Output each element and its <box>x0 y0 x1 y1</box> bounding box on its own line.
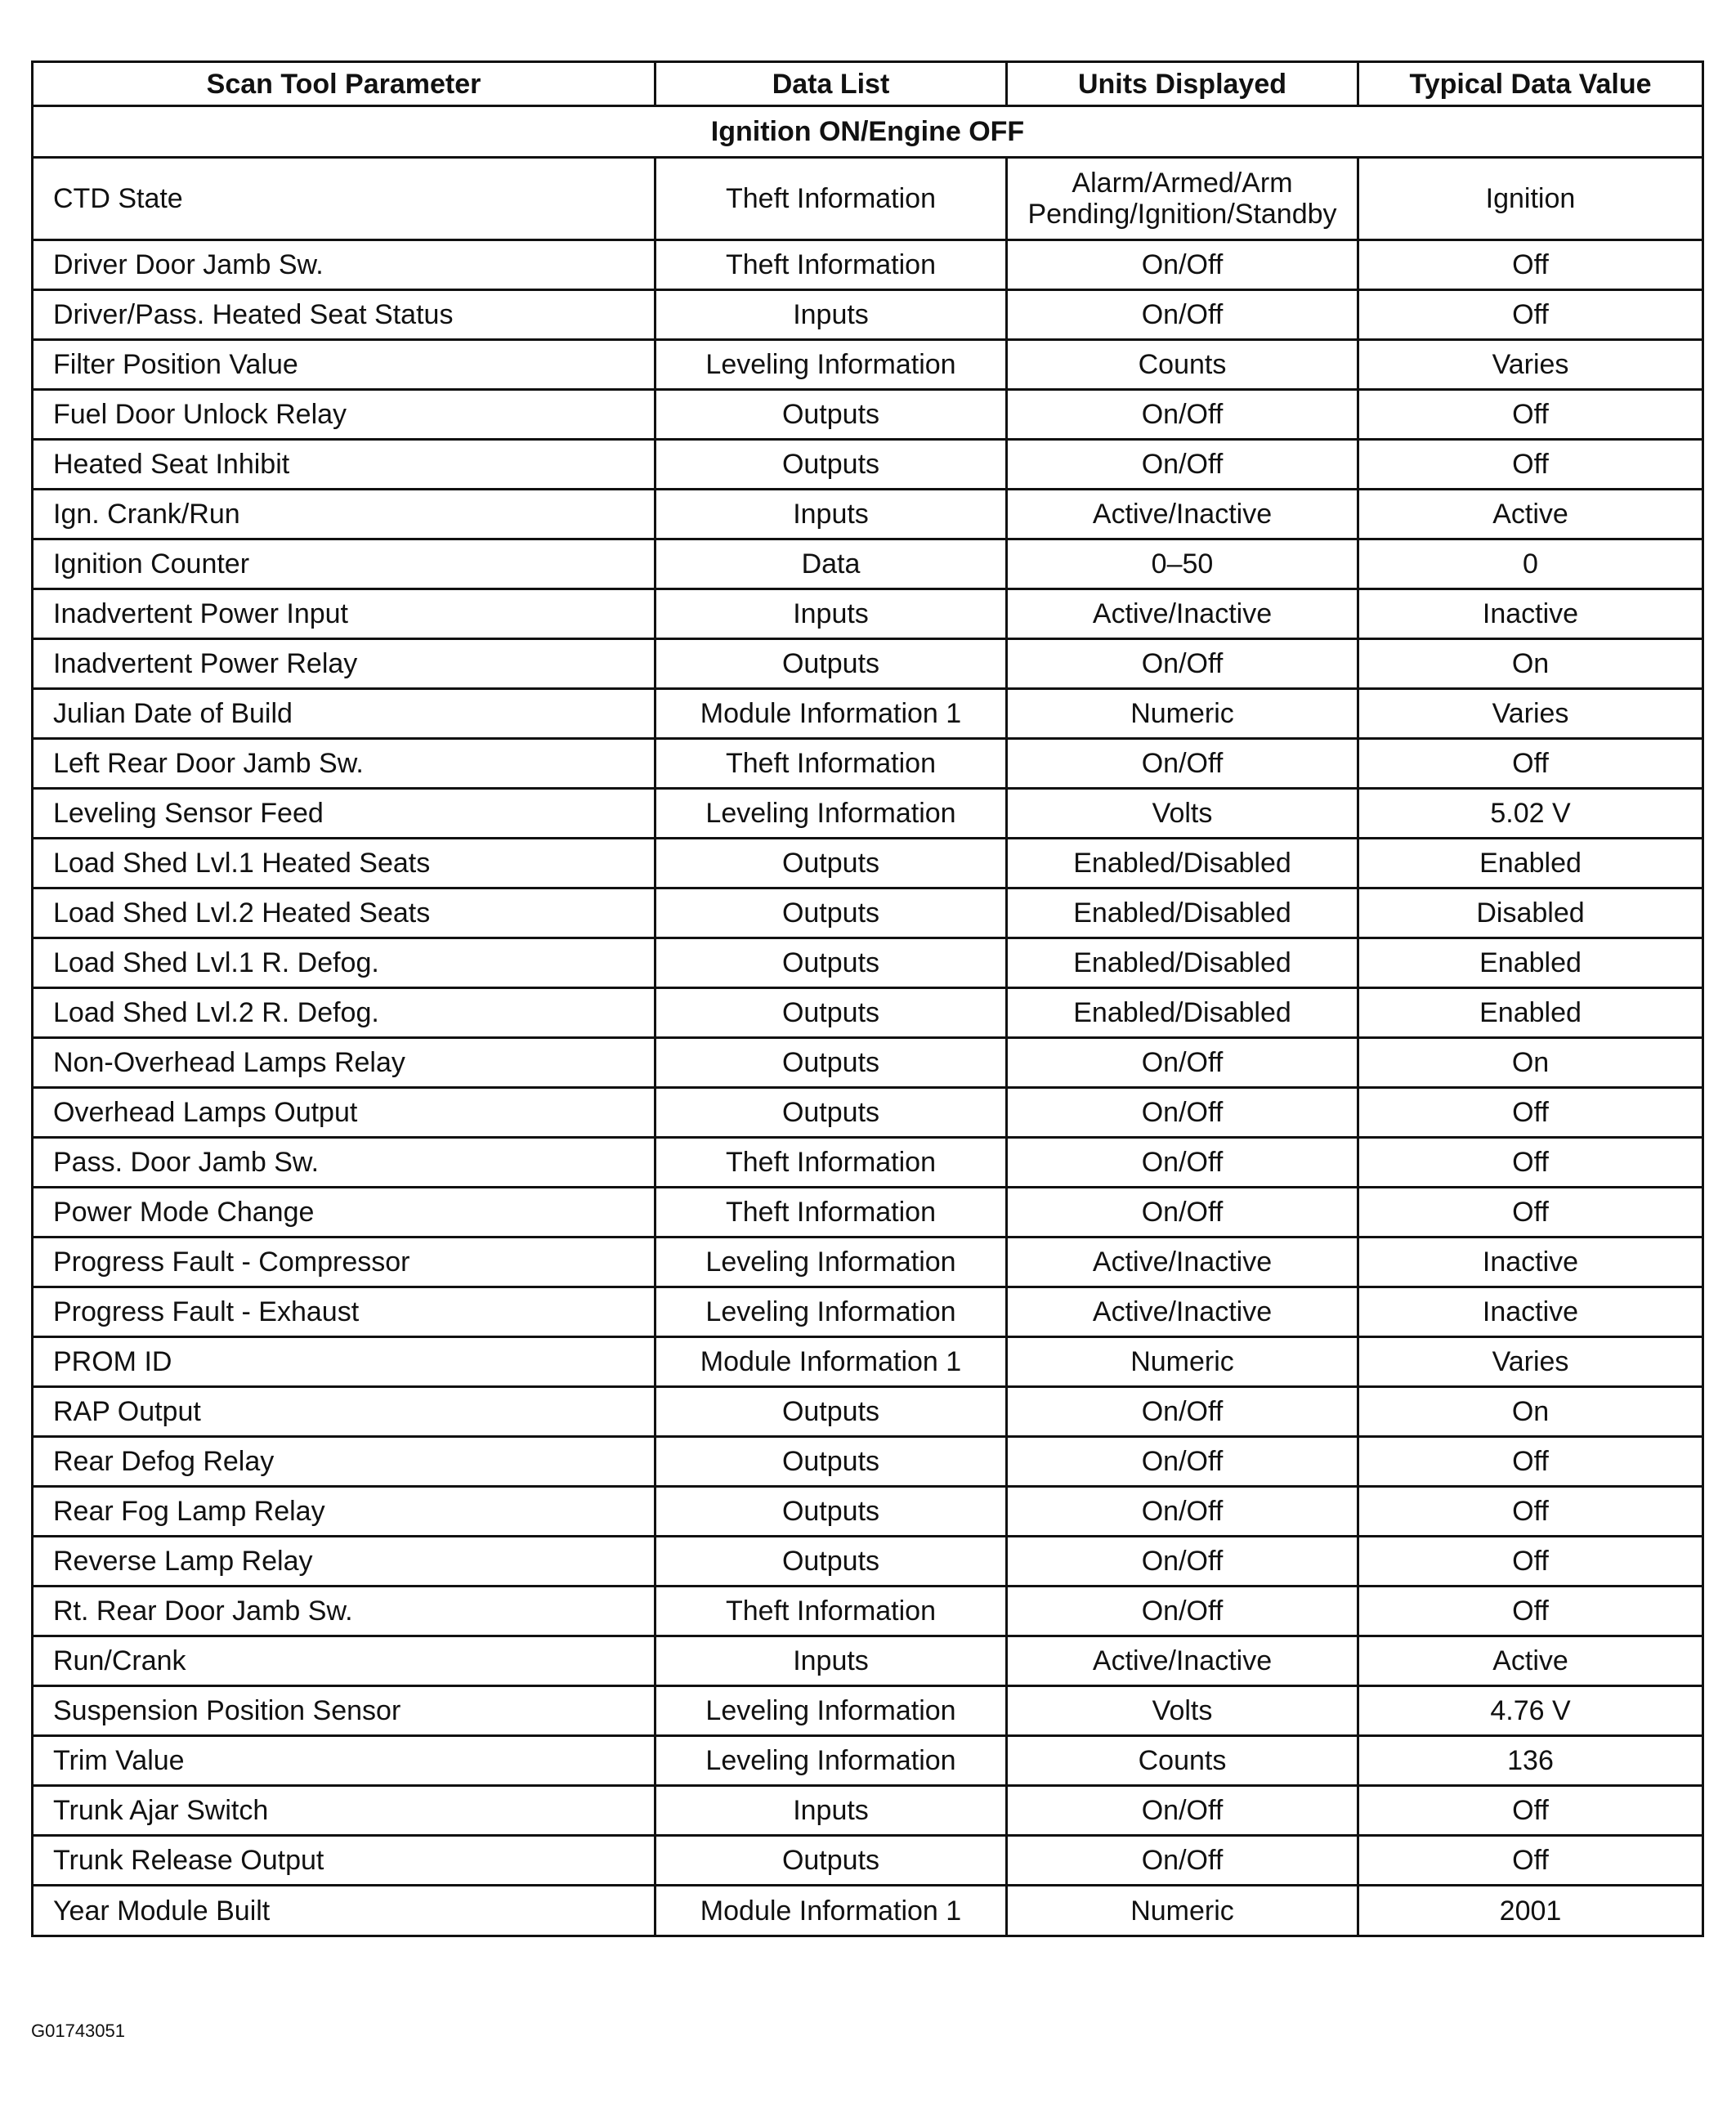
header-row <box>33 62 1703 106</box>
cell-parameter: Rt. Rear Door Jamb Sw. <box>33 1587 655 1636</box>
cell-typical-value: On <box>1358 1387 1703 1437</box>
cell-units: Volts <box>1007 789 1358 839</box>
cell-data-list: Inputs <box>655 589 1007 639</box>
cell-typical-value: 4.76 V <box>1358 1686 1703 1736</box>
cell-units: On/Off <box>1007 639 1358 689</box>
cell-data-list: Outputs <box>655 1038 1007 1088</box>
cell-typical-value: Off <box>1358 1786 1703 1836</box>
cell-units: Numeric <box>1007 689 1358 739</box>
cell-parameter: Suspension Position Sensor <box>33 1686 655 1736</box>
cell-data-list: Outputs <box>655 1387 1007 1437</box>
cell-units: Enabled/Disabled <box>1007 988 1358 1038</box>
table-row <box>33 1537 1703 1587</box>
cell-data-list: Leveling Information <box>655 1237 1007 1287</box>
cell-typical-value: Off <box>1358 390 1703 440</box>
cell-typical-value: Off <box>1358 1088 1703 1138</box>
cell-parameter: Progress Fault - Compressor <box>33 1237 655 1287</box>
table-row <box>33 689 1703 739</box>
cell-units: Enabled/Disabled <box>1007 938 1358 988</box>
table-row <box>33 539 1703 589</box>
table-row <box>33 589 1703 639</box>
header-data-list: Data List <box>655 62 1007 106</box>
cell-typical-value: Off <box>1358 1188 1703 1237</box>
cell-typical-value: Active <box>1358 490 1703 539</box>
table-row <box>33 490 1703 539</box>
cell-data-list: Outputs <box>655 440 1007 490</box>
cell-data-list: Theft Information <box>655 1138 1007 1188</box>
cell-typical-value: Off <box>1358 1537 1703 1587</box>
cell-parameter: CTD State <box>33 158 655 240</box>
cell-typical-value: On <box>1358 1038 1703 1088</box>
cell-parameter: Trunk Release Output <box>33 1836 655 1886</box>
cell-units: Active/Inactive <box>1007 589 1358 639</box>
table-row <box>33 1686 1703 1736</box>
cell-units: On/Off <box>1007 1188 1358 1237</box>
cell-parameter: Julian Date of Build <box>33 689 655 739</box>
cell-parameter: Power Mode Change <box>33 1188 655 1237</box>
header-parameter: Scan Tool Parameter <box>33 62 655 106</box>
table-row <box>33 1088 1703 1138</box>
cell-units: On/Off <box>1007 1836 1358 1886</box>
cell-data-list: Outputs <box>655 1437 1007 1487</box>
table-row <box>33 1636 1703 1686</box>
cell-data-list: Outputs <box>655 1537 1007 1587</box>
cell-typical-value: 136 <box>1358 1736 1703 1786</box>
cell-data-list: Leveling Information <box>655 789 1007 839</box>
cell-units: On/Off <box>1007 1537 1358 1587</box>
cell-typical-value: Active <box>1358 1636 1703 1686</box>
cell-parameter: Driver/Pass. Heated Seat Status <box>33 290 655 340</box>
cell-typical-value: Off <box>1358 240 1703 290</box>
cell-units: On/Off <box>1007 1387 1358 1437</box>
cell-parameter: Pass. Door Jamb Sw. <box>33 1138 655 1188</box>
cell-typical-value: Inactive <box>1358 1287 1703 1337</box>
cell-parameter: Progress Fault - Exhaust <box>33 1287 655 1337</box>
cell-typical-value: Disabled <box>1358 888 1703 938</box>
cell-parameter: Load Shed Lvl.2 R. Defog. <box>33 988 655 1038</box>
table-row <box>33 1188 1703 1237</box>
cell-data-list: Leveling Information <box>655 1736 1007 1786</box>
cell-units: Active/Inactive <box>1007 1287 1358 1337</box>
cell-parameter: PROM ID <box>33 1337 655 1387</box>
cell-parameter: Ignition Counter <box>33 539 655 589</box>
cell-parameter: Leveling Sensor Feed <box>33 789 655 839</box>
cell-units: On/Off <box>1007 739 1358 789</box>
cell-parameter: Inadvertent Power Relay <box>33 639 655 689</box>
table-row <box>33 1337 1703 1387</box>
cell-typical-value: Enabled <box>1358 938 1703 988</box>
cell-parameter: Heated Seat Inhibit <box>33 440 655 490</box>
cell-units: Active/Inactive <box>1007 1237 1358 1287</box>
cell-units: On/Off <box>1007 1786 1358 1836</box>
cell-typical-value: Inactive <box>1358 1237 1703 1287</box>
scan-tool-data-table <box>31 60 1704 1937</box>
cell-units: On/Off <box>1007 290 1358 340</box>
cell-units: Enabled/Disabled <box>1007 839 1358 888</box>
table-row <box>33 1587 1703 1636</box>
cell-parameter: Load Shed Lvl.1 Heated Seats <box>33 839 655 888</box>
cell-data-list: Outputs <box>655 1836 1007 1886</box>
cell-typical-value: Off <box>1358 1836 1703 1886</box>
table-row <box>33 1836 1703 1886</box>
cell-data-list: Module Information 1 <box>655 1886 1007 1936</box>
section-title: Ignition ON/Engine OFF <box>33 106 1703 158</box>
table-row <box>33 1487 1703 1537</box>
cell-units: Active/Inactive <box>1007 1636 1358 1686</box>
cell-data-list: Inputs <box>655 1636 1007 1686</box>
cell-data-list: Module Information 1 <box>655 1337 1007 1387</box>
cell-data-list: Outputs <box>655 390 1007 440</box>
cell-units: Active/Inactive <box>1007 490 1358 539</box>
table-row <box>33 1287 1703 1337</box>
cell-parameter: Run/Crank <box>33 1636 655 1686</box>
cell-typical-value: Off <box>1358 440 1703 490</box>
cell-data-list: Outputs <box>655 988 1007 1038</box>
cell-parameter: Driver Door Jamb Sw. <box>33 240 655 290</box>
cell-typical-value: Varies <box>1358 689 1703 739</box>
table-row <box>33 888 1703 938</box>
cell-units: On/Off <box>1007 1437 1358 1487</box>
cell-units: On/Off <box>1007 390 1358 440</box>
cell-typical-value: Varies <box>1358 340 1703 390</box>
cell-typical-value: Enabled <box>1358 988 1703 1038</box>
cell-units: On/Off <box>1007 1487 1358 1537</box>
cell-data-list: Theft Information <box>655 240 1007 290</box>
cell-typical-value: 0 <box>1358 539 1703 589</box>
cell-data-list: Outputs <box>655 938 1007 988</box>
cell-data-list: Data <box>655 539 1007 589</box>
cell-units: Numeric <box>1007 1337 1358 1387</box>
cell-data-list: Leveling Information <box>655 340 1007 390</box>
cell-parameter: Year Module Built <box>33 1886 655 1936</box>
cell-typical-value: Off <box>1358 1587 1703 1636</box>
cell-data-list: Outputs <box>655 639 1007 689</box>
cell-parameter: Ign. Crank/Run <box>33 490 655 539</box>
cell-parameter: Overhead Lamps Output <box>33 1088 655 1138</box>
cell-units: 0–50 <box>1007 539 1358 589</box>
table-row <box>33 839 1703 888</box>
cell-units: On/Off <box>1007 1088 1358 1138</box>
cell-typical-value: On <box>1358 639 1703 689</box>
cell-parameter: Left Rear Door Jamb Sw. <box>33 739 655 789</box>
cell-parameter: Rear Defog Relay <box>33 1437 655 1487</box>
cell-units: On/Off <box>1007 440 1358 490</box>
cell-data-list: Theft Information <box>655 158 1007 240</box>
cell-data-list: Inputs <box>655 490 1007 539</box>
cell-units: On/Off <box>1007 1038 1358 1088</box>
table-row <box>33 938 1703 988</box>
cell-typical-value: Off <box>1358 1437 1703 1487</box>
cell-typical-value: Inactive <box>1358 589 1703 639</box>
cell-parameter: Filter Position Value <box>33 340 655 390</box>
table-row <box>33 739 1703 789</box>
cell-data-list: Theft Information <box>655 1188 1007 1237</box>
cell-data-list: Outputs <box>655 1088 1007 1138</box>
table-row <box>33 789 1703 839</box>
cell-data-list: Outputs <box>655 888 1007 938</box>
cell-parameter: Trim Value <box>33 1736 655 1786</box>
table-row <box>33 1237 1703 1287</box>
table-row <box>33 1736 1703 1786</box>
cell-typical-value: Off <box>1358 739 1703 789</box>
cell-typical-value: 2001 <box>1358 1886 1703 1936</box>
cell-data-list: Module Information 1 <box>655 689 1007 739</box>
cell-units: Counts <box>1007 1736 1358 1786</box>
cell-parameter: Non-Overhead Lamps Relay <box>33 1038 655 1088</box>
figure-id: G01743051 <box>31 2021 125 2041</box>
cell-units: Enabled/Disabled <box>1007 888 1358 938</box>
cell-typical-value: Ignition <box>1358 158 1703 240</box>
cell-units: Counts <box>1007 340 1358 390</box>
cell-typical-value: Varies <box>1358 1337 1703 1387</box>
cell-units: On/Off <box>1007 1138 1358 1188</box>
header-units: Units Displayed <box>1007 62 1358 106</box>
table-row <box>33 1038 1703 1088</box>
cell-data-list: Inputs <box>655 1786 1007 1836</box>
cell-units: On/Off <box>1007 240 1358 290</box>
cell-parameter: Load Shed Lvl.1 R. Defog. <box>33 938 655 988</box>
cell-parameter: Rear Fog Lamp Relay <box>33 1487 655 1537</box>
cell-typical-value: Off <box>1358 1487 1703 1537</box>
cell-parameter: Load Shed Lvl.2 Heated Seats <box>33 888 655 938</box>
cell-data-list: Theft Information <box>655 739 1007 789</box>
table-row <box>33 1437 1703 1487</box>
cell-data-list: Outputs <box>655 1487 1007 1537</box>
cell-parameter: Inadvertent Power Input <box>33 589 655 639</box>
cell-data-list: Outputs <box>655 839 1007 888</box>
cell-parameter: Reverse Lamp Relay <box>33 1537 655 1587</box>
cell-units: Numeric <box>1007 1886 1358 1936</box>
table-row <box>33 290 1703 340</box>
cell-typical-value: Off <box>1358 290 1703 340</box>
table-row <box>33 639 1703 689</box>
cell-data-list: Inputs <box>655 290 1007 340</box>
table-row <box>33 440 1703 490</box>
table-row <box>33 1886 1703 1936</box>
cell-parameter: Trunk Ajar Switch <box>33 1786 655 1836</box>
cell-units: On/Off <box>1007 1587 1358 1636</box>
table-row <box>33 390 1703 440</box>
cell-data-list: Leveling Information <box>655 1686 1007 1736</box>
cell-units: Volts <box>1007 1686 1358 1736</box>
table-row <box>33 1786 1703 1836</box>
table-row <box>33 1138 1703 1188</box>
table-row <box>33 158 1703 240</box>
cell-data-list: Theft Information <box>655 1587 1007 1636</box>
cell-parameter: Fuel Door Unlock Relay <box>33 390 655 440</box>
table-row <box>33 1387 1703 1437</box>
table-row <box>33 340 1703 390</box>
cell-units: Alarm/Armed/Arm Pending/Ignition/Standby <box>1007 158 1358 240</box>
cell-typical-value: Off <box>1358 1138 1703 1188</box>
table-row <box>33 988 1703 1038</box>
section-row <box>33 106 1703 158</box>
cell-typical-value: 5.02 V <box>1358 789 1703 839</box>
cell-data-list: Leveling Information <box>655 1287 1007 1337</box>
cell-parameter: RAP Output <box>33 1387 655 1437</box>
header-typical-value: Typical Data Value <box>1358 62 1703 106</box>
table-row <box>33 240 1703 290</box>
cell-typical-value: Enabled <box>1358 839 1703 888</box>
